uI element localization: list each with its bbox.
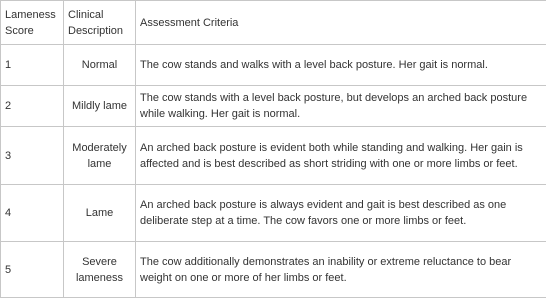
criteria-cell: The cow additionally demonstrates an inability or extreme reluctance to bear weight on one or more of her limbs or feet.	[136, 242, 546, 298]
description-cell: Severe lameness	[64, 242, 136, 298]
table-row	[1, 185, 546, 242]
criteria-cell: The cow stands with a level back posture, but develops an arched back posture while walking. Her gait is normal.	[136, 86, 546, 127]
score-cell: 5	[1, 242, 64, 298]
header-lameness-score: Lameness Score	[1, 1, 64, 45]
table-row	[1, 127, 546, 185]
table-header-row	[1, 1, 546, 45]
score-cell: 1	[1, 45, 64, 86]
table-row	[1, 86, 546, 127]
criteria-cell: An arched back posture is evident both while standing and walking. Her gain is affected and is best described as short striding with one or more limbs or feet.	[136, 127, 546, 185]
description-cell: Normal	[64, 45, 136, 86]
score-cell: 3	[1, 127, 64, 185]
description-cell: Lame	[64, 185, 136, 242]
description-cell: Moderately lame	[64, 127, 136, 185]
criteria-cell: An arched back posture is always evident and gait is best described as one deliberate step at a time. The cow favors one or more limbs or feet.	[136, 185, 546, 242]
score-cell: 2	[1, 86, 64, 127]
description-cell: Mildly lame	[64, 86, 136, 127]
criteria-cell: The cow stands and walks with a level back posture. Her gait is normal.	[136, 45, 546, 86]
header-assessment-criteria: Assessment Criteria	[136, 1, 546, 45]
table-row	[1, 242, 546, 298]
score-cell: 4	[1, 185, 64, 242]
header-clinical-description: Clinical Description	[64, 1, 136, 45]
table-row	[1, 45, 546, 86]
